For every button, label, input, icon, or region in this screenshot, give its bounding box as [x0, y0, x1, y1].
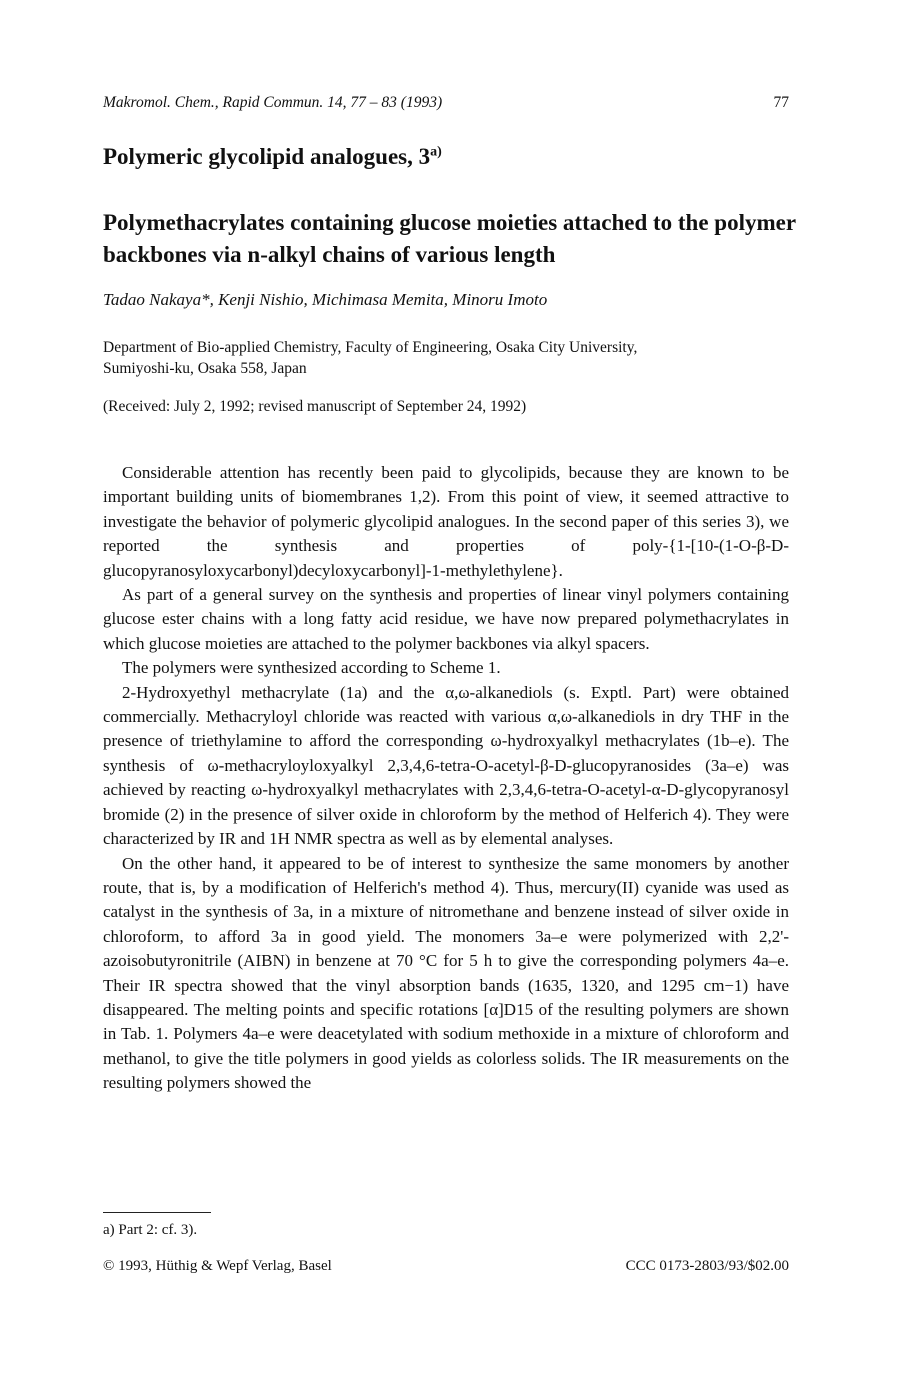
article-title: Polymethacrylates containing glucose moieties attached to the polymer backbones via n-alkyl chains of various length	[103, 210, 796, 267]
footnote: a) Part 2: cf. 3).	[103, 1222, 198, 1238]
body-paragraph: 2-Hydroxyethyl methacrylate (1a) and the α,ω-alkanediols (s. Exptl. Part) were obtained commercially. Methacryloyl chloride was reacted with various α,ω-alkanediols in dry THF in the presence of triethylamine to afford the corresponding ω-hydroxyalkyl methacrylates (1b–e). The synthesis of ω-methacryloyloxyalkyl 2,3,4,6-tetra-O-acetyl-β-D-glucopyranosides (3a–e) was achieved by reacting ω-hydroxyalkyl methacrylates with 2,3,4,6-tetra-O-acetyl-α-D-glycopyranosyl bromide (2) in the presence of silver oxide in chloroform by the method of Helferich 4). They were characterized by IR and 1H NMR spectra as well as by elemental analyses.	[103, 682, 789, 849]
author-list: Tadao Nakaya*, Kenji Nishio, Michimasa Memita, Minoru Imoto	[103, 290, 548, 309]
page-footer	[103, 1258, 789, 1275]
affiliation-line: Department of Bio-applied Chemistry, Faculty of Engineering, Osaka City University,	[103, 339, 638, 356]
series-title	[103, 144, 789, 170]
journal-citation: Makromol. Chem., Rapid Commun. 14, 77 – 83 (1993)	[103, 94, 443, 111]
affiliation-line: Sumiyoshi-ku, Osaka 558, Japan	[103, 360, 307, 377]
series-title-text: Polymeric glycolipid analogues, 3	[103, 144, 431, 169]
body-paragraph: The polymers were synthesized according to Scheme 1.	[122, 658, 501, 678]
affiliation	[103, 337, 789, 379]
copyright-notice: © 1993, Hüthig & Wepf Verlag, Basel	[103, 1258, 332, 1274]
body-paragraph: Considerable attention has recently been paid to glycolipids, because they are known to be important building units of biomembranes 1,2). From this point of view, it seemed attractive to investigate the behavior of polymeric glycolipid analogues. In the second paper of this series 3), we reported the synthesis and properties of poly-{1-[10-(1-O-β-D-glucopyranosyloxycarbonyl)decyloxycarbonyl]-1-methylethylene}.	[103, 463, 789, 580]
footnote-divider	[103, 1212, 211, 1213]
received-dates: (Received: July 2, 1992; revised manuscript of September 24, 1992)	[103, 398, 527, 415]
running-header	[103, 94, 789, 112]
ccc-code: CCC 0173-2803/93/$02.00	[625, 1258, 789, 1274]
body-paragraph: On the other hand, it appeared to be of interest to synthesize the same monomers by another route, that is, by a modification of Helferich's method 4). Thus, mercury(II) cyanide was used as catalyst in the synthesis of 3a, in a mixture of nitromethane and benzene instead of silver oxide in chloroform, to afford 3a in good yield. The monomers 3a–e were polymerized with 2,2'-azoisobutyronitrile (AIBN) in benzene at 70 °C for 5 h to give the corresponding polymers 4a–e. Their IR spectra showed that the vinyl absorption bands (1635, 1320, and 1295 cm−1) have disappeared. The melting points and specific rotations [α]D15 of the resulting polymers are shown in Tab. 1. Polymers 4a–e were deacetylated with sodium methoxide in a mixture of chloroform and methanol, to give the title polymers in good yields as colorless solids. The IR measurements on the resulting polymers showed the	[103, 853, 789, 1093]
series-title-note: a)	[430, 144, 442, 160]
body-paragraph: As part of a general survey on the synthesis and properties of linear vinyl polymers containing glucose ester chains with a long fatty acid residue, we have now prepared polymethacrylates in which glucose moieties are attached to the polymer backbones via alkyl spacers.	[103, 585, 789, 653]
page-number: 77	[773, 94, 789, 111]
article-body	[103, 461, 789, 1096]
